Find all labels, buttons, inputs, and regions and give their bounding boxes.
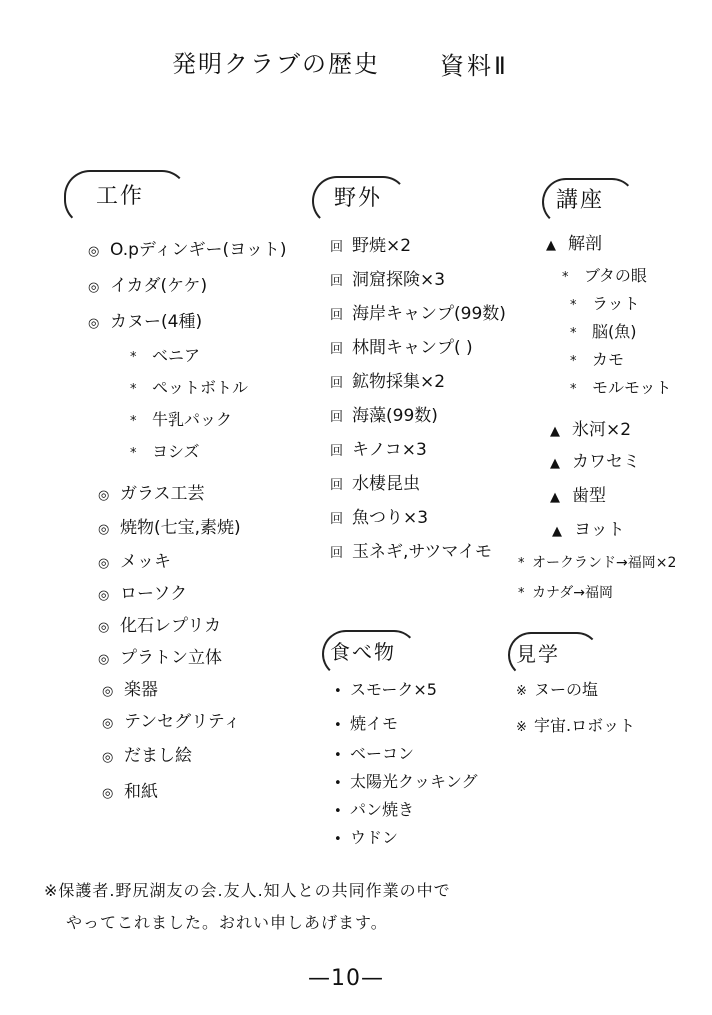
list-item-text: 魚つり×3 (352, 508, 429, 528)
list-item (546, 236, 672, 268)
list-item (330, 442, 506, 476)
list-marker: • (334, 832, 342, 847)
list-marker: ◎ (98, 620, 110, 635)
list-item (330, 510, 506, 544)
list-marker: * (130, 446, 137, 461)
list-marker: 回 (330, 478, 344, 493)
list-marker: ◎ (102, 750, 114, 765)
list-item (98, 554, 286, 586)
list-item-text: ヨット (574, 520, 625, 540)
list-item-text: ローソク (120, 584, 188, 604)
list-item-text: 鉱物採集×2 (352, 372, 446, 392)
list-marker: ※ (516, 720, 527, 735)
list-item (570, 324, 672, 352)
tabemono-heading: 食べ物 (330, 640, 396, 664)
list-item (550, 454, 672, 488)
yagai-list (330, 238, 506, 574)
list-marker: • (334, 684, 342, 699)
list-item (98, 486, 286, 520)
list-item (334, 716, 478, 746)
list-marker: * (570, 382, 577, 397)
list-item-text: ベーコン (350, 744, 415, 763)
list-item-text: ブタの眼 (584, 266, 647, 285)
list-item-text: だまし絵 (124, 746, 192, 766)
list-item-text: 玉ネギ,サツマイモ (352, 542, 493, 562)
list-item-text: 氷河×2 (572, 420, 632, 440)
list-marker: ▲ (552, 524, 562, 539)
list-item (130, 444, 286, 486)
list-item-text: ウドン (350, 828, 399, 847)
list-marker: 回 (330, 274, 344, 289)
list-marker: • (334, 804, 342, 819)
list-item-text: テンセグリティ (124, 712, 241, 732)
list-item-text: 牛乳パック (152, 410, 233, 429)
list-item (88, 314, 286, 348)
list-marker: ◎ (98, 652, 110, 667)
list-item (516, 682, 635, 718)
list-marker: ▲ (550, 490, 560, 505)
list-item (552, 522, 672, 552)
list-item-text: 脳(魚) (592, 322, 637, 341)
list-marker: * (518, 586, 525, 601)
list-marker: ◎ (98, 588, 110, 603)
list-marker: * (570, 354, 577, 369)
list-marker: ◎ (98, 522, 110, 537)
footnote-line-1: ※保護者.野尻湖友の会.友人.知人との共同作業の中で (44, 881, 451, 900)
list-item (518, 556, 676, 586)
list-item-text: カモ (592, 350, 625, 369)
footnote-line-2: やってこれました。おれい申しあげます。 (66, 913, 388, 932)
list-item-text: 楽器 (124, 680, 158, 700)
list-item (98, 618, 286, 650)
list-item-text: 歯型 (572, 486, 606, 506)
list-item (88, 278, 286, 314)
list-marker: 回 (330, 512, 344, 527)
list-item (102, 714, 286, 748)
list-item-text: イカダ(ケケ) (110, 276, 208, 296)
list-marker: ▲ (550, 424, 560, 439)
list-marker: ◎ (98, 556, 110, 571)
list-item (130, 412, 286, 444)
list-item (330, 340, 506, 374)
list-marker: * (130, 414, 137, 429)
list-item (330, 476, 506, 510)
list-item (334, 682, 478, 716)
list-item (570, 352, 672, 380)
list-item-text: ガラス工芸 (120, 484, 205, 504)
list-item (102, 682, 286, 714)
list-marker: * (570, 298, 577, 313)
tabemono-list (334, 682, 478, 856)
list-marker: ▲ (546, 238, 556, 253)
list-item-text: 海藻(99数) (352, 406, 438, 426)
list-item-text: 太陽光クッキング (350, 772, 478, 791)
kengaku-heading: 見学 (516, 642, 560, 666)
list-item-text: プラトン立体 (120, 648, 222, 668)
list-item (516, 718, 635, 748)
list-item (570, 380, 672, 422)
list-item-text: 化石レプリカ (120, 616, 222, 636)
list-item (98, 520, 286, 554)
list-marker: ◎ (88, 280, 100, 295)
list-marker: * (570, 326, 577, 341)
kouza-list (546, 236, 672, 552)
list-item (130, 380, 286, 412)
list-marker: 回 (330, 342, 344, 357)
list-item (330, 374, 506, 408)
kousaku-list (88, 242, 286, 814)
list-item-text: 海岸キャンプ(99数) (352, 304, 506, 324)
yagai-heading: 野外 (334, 186, 383, 211)
list-marker: * (130, 382, 137, 397)
list-item (102, 784, 286, 814)
list-marker: ▲ (550, 456, 560, 471)
list-marker: • (334, 776, 342, 791)
list-item-text: 焼物(七宝,素焼) (120, 518, 241, 538)
list-marker: • (334, 748, 342, 763)
list-item (334, 802, 478, 830)
list-item-text: 和紙 (124, 782, 158, 802)
list-item-text: カワセミ (572, 452, 640, 472)
list-item-text: 解剖 (568, 234, 602, 254)
list-item (330, 544, 506, 574)
list-item (330, 238, 506, 272)
list-item (334, 746, 478, 774)
list-item (102, 748, 286, 784)
list-item-text: パン焼き (350, 800, 415, 819)
list-item-text: カナダ→福岡 (532, 585, 614, 601)
list-item-text: オークランド→福岡×2 (532, 555, 677, 571)
list-marker: ※ (516, 684, 527, 699)
list-marker: • (334, 718, 342, 733)
list-item-text: ヨシズ (152, 442, 200, 461)
list-item (550, 488, 672, 522)
list-item (570, 296, 672, 324)
document-label: 資料Ⅱ (440, 52, 509, 80)
list-item-text: ヌーの塩 (534, 680, 599, 699)
list-item-text: ラット (592, 294, 640, 313)
kouza-heading: 講座 (556, 188, 605, 213)
list-marker: 回 (330, 546, 344, 561)
list-item-text: 焼イモ (350, 714, 399, 733)
list-item-text: 洞窟探険×3 (352, 270, 446, 290)
list-item-text: 水棲昆虫 (352, 474, 420, 494)
list-marker: * (518, 556, 525, 571)
list-item (88, 242, 286, 278)
list-marker: 回 (330, 240, 344, 255)
list-marker: 回 (330, 308, 344, 323)
list-item-text: 林間キャンプ( ) (352, 338, 473, 358)
list-item-text: 宇宙.ロボット (534, 716, 636, 735)
list-marker: * (562, 270, 569, 285)
list-item-text: カヌー(4種) (110, 312, 203, 332)
list-marker: 回 (330, 376, 344, 391)
list-item (334, 774, 478, 802)
list-item (550, 422, 672, 454)
list-item (130, 348, 286, 380)
list-item-text: メッキ (120, 552, 171, 572)
kouza-extra-list (518, 556, 676, 616)
kengaku-list (516, 682, 635, 748)
list-item (334, 830, 478, 856)
page-number: —10— (308, 966, 384, 991)
list-marker: 回 (330, 410, 344, 425)
list-item (562, 268, 672, 296)
list-item (98, 650, 286, 682)
page-title: 発明クラブの歴史 (172, 50, 380, 78)
list-item-text: ペットボトル (152, 378, 249, 397)
list-item-text: スモーク×5 (350, 680, 437, 699)
list-item (518, 586, 676, 616)
list-item (330, 408, 506, 442)
list-marker: ◎ (102, 684, 114, 699)
list-marker: ◎ (102, 786, 114, 801)
list-item-text: 野焼×2 (352, 236, 412, 256)
list-item-text: ベニア (152, 346, 201, 365)
list-marker: ◎ (88, 316, 100, 331)
list-item (98, 586, 286, 618)
list-marker: * (130, 350, 137, 365)
list-marker: ◎ (88, 244, 100, 259)
list-item (330, 272, 506, 306)
list-marker: 回 (330, 444, 344, 459)
kousaku-heading: 工作 (96, 184, 145, 209)
list-item-text: モルモット (592, 378, 672, 397)
list-marker: ◎ (98, 488, 110, 503)
list-marker: ◎ (102, 716, 114, 731)
list-item (330, 306, 506, 340)
list-item-text: O.pディンギー(ヨット) (110, 240, 287, 260)
list-item-text: キノコ×3 (352, 440, 427, 460)
